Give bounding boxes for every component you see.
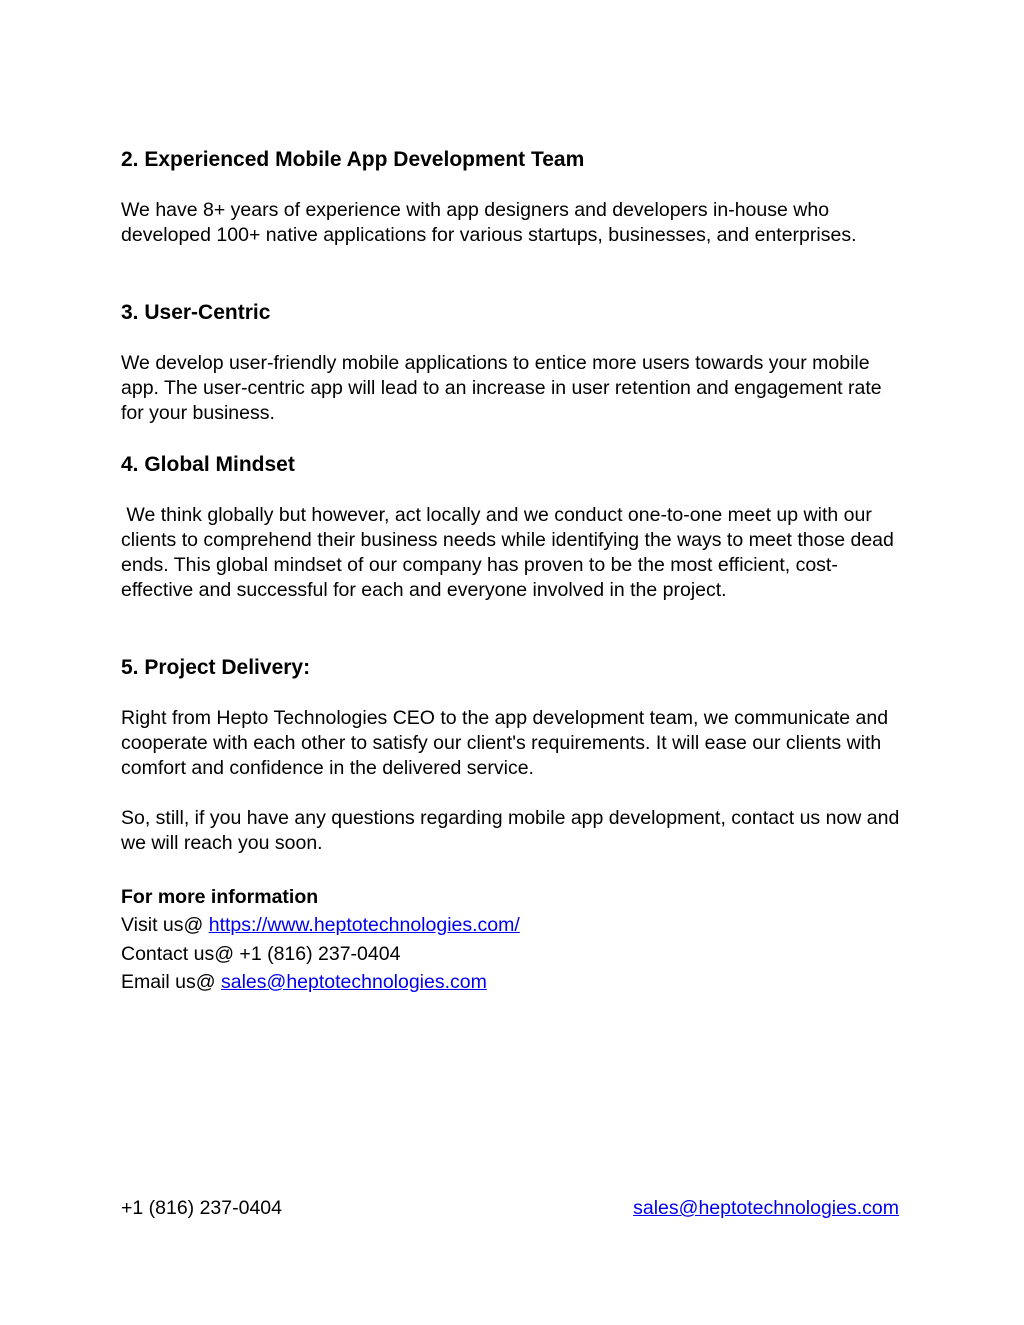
section-experienced-team	[121, 147, 911, 248]
section-global-mindset	[121, 452, 911, 603]
contact-info-block	[121, 883, 911, 997]
email-label: Email us@	[121, 971, 221, 993]
page-footer	[121, 1196, 899, 1221]
contact-line: Contact us@ +1 (816) 237-0404	[121, 942, 401, 965]
visit-line	[121, 911, 911, 940]
visit-label: Visit us@	[121, 914, 209, 936]
section-body: We think globally but however, act locally and we conduct one-to-one meet up with our clients to comprehend their business needs while identifying the ways to meet those dead ends. This global mindset of our company has proven to be the most efficient, cost-effective and successful for each and everyone involved in the project.	[121, 504, 900, 601]
closing-paragraph: So, still, if you have any questions regarding mobile app development, contact us now and we will reach you soon.	[121, 807, 900, 854]
section-heading: 5. Project Delivery:	[121, 656, 311, 679]
info-title: For more information	[121, 886, 319, 908]
email-link[interactable]: sales@heptotechnologies.com	[221, 971, 487, 993]
section-body: Right from Hepto Technologies CEO to the app development team, we communicate and cooperate with each other to satisfy our client's requirements. It will ease our clients with comfort and confidence in the delivered service.	[121, 707, 889, 779]
section-heading: 2. Experienced Mobile App Development Team	[121, 148, 585, 171]
section-project-delivery	[121, 655, 911, 781]
website-link[interactable]: https://www.heptotechnologies.com/	[208, 914, 520, 936]
section-body: We develop user-friendly mobile applications to entice more users towards your mobile app. The user-centric app will lead to an increase in user retention and engagement rate for your business.	[121, 352, 882, 424]
footer-phone: +1 (816) 237-0404	[121, 1197, 282, 1219]
section-user-centric	[121, 300, 911, 426]
email-line	[121, 968, 911, 997]
closing-paragraph-block	[121, 806, 911, 856]
footer-email-link[interactable]: sales@heptotechnologies.com	[633, 1197, 899, 1219]
section-body: We have 8+ years of experience with app designers and developers in-house who developed 100+ native applications for various startups, businesses, and enterprises.	[121, 199, 857, 246]
section-heading: 3. User-Centric	[121, 301, 271, 324]
section-heading: 4. Global Mindset	[121, 453, 295, 476]
